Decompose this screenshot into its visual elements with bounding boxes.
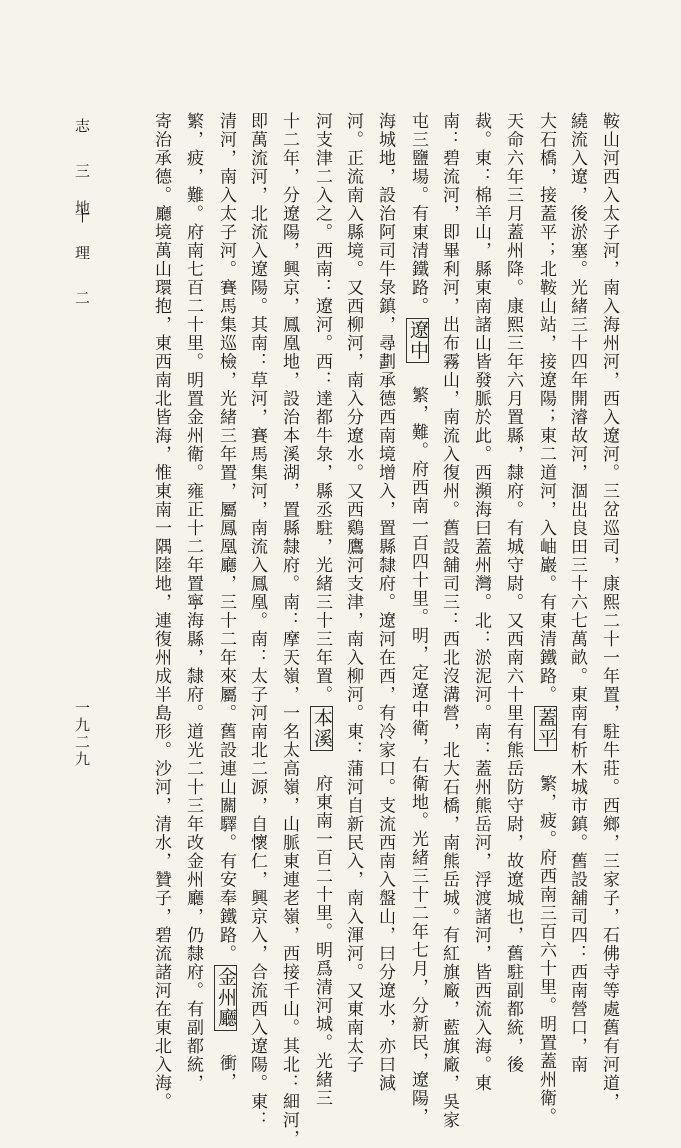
- text-column: 十二年，分遼陽，興京，鳳凰地，設治本溪湖，置縣隸府。南：摩天嶺，一名太高嶺，山脈東連老嶺，西接千山。其北：細河，: [279, 112, 299, 1148]
- text-column: 清河，南入太子河。賽馬集巡檢，光緒三年置，屬鳳凰廳，三十二年來屬。舊設連山關驛。有安奉鐵路。金州廳 衝，: [215, 112, 237, 1091]
- boxed-place-name: 蓋平: [535, 708, 557, 749]
- boxed-place-name: 遼中: [407, 319, 429, 361]
- text-column: 繁，疲，難。府南七百二十里。明置金州衛。雍正十二年置寧海縣，隸府。道光二十三年改金州廳，仍隸府。有副都統，: [183, 112, 203, 1093]
- text-column: 即萬流河，北流入遼陽。其南：草河，賽馬集河，南流入鳳凰。南：太子河南北二源，自懷仁，興京入，合流西入遼陽。東：: [247, 112, 267, 1130]
- boxed-place-name: 本溪: [311, 708, 333, 749]
- volume-label: 志 三 十: [73, 118, 91, 229]
- chapter-label: 地 理 二: [73, 200, 91, 311]
- page-number: 一九二九: [73, 700, 91, 768]
- text-column: 繞流入遼，後淤塞。光緒三十四年開濬故河，涸出良田三十六七萬畝。東南有析木城市鎮。舊設舖司四：西南營口，南: [567, 112, 587, 1074]
- text-column: 海城地，設治阿司牛彔鎮，尋劃承德西南境增入，置縣隸府。遼河在西，有冷家口。支流西南入盤山，曰分遼水，亦曰減: [375, 112, 395, 1093]
- text-column: 寄治承德。廳境萬山環抱，東西南北皆海，惟東南一隅陸地，連復州成半島形。沙河，清水，贊子，碧流諸河在東北入海。: [151, 112, 171, 1111]
- text-column: 南：碧流河，即畢利河，出布霧山，南流入復州。舊設舖司三：西北沒溝營，北大石橋，南熊岳城。有紅旗廠，藍旗廠，吳家: [439, 112, 459, 1130]
- text-column: 屯三鹽場。有東清鐵路。遼中 繁，難。府西南一百四十里。明，定遼中衛，右衛地。光緒三十二年七月，分新民，遼陽，: [407, 112, 429, 1126]
- text-column: 天命六年三月蓋州降。康熙三年六月置縣，隸府。有城守尉。又西南六十里有熊岳防守尉，故遼城也，舊駐副都統，後: [503, 112, 523, 1074]
- boxed-place-name: 金州廳: [215, 967, 237, 1029]
- text-column: 鞍山河西入太子河，南入海州河，西入遼河。三岔巡司，康熙二十一年置，駐牛莊。西鄉，三家子，石佛寺等處舊有河道，: [599, 112, 619, 1111]
- text-column: 河支津二入之。西南：遼河。西：達都牛彔，縣丞駐，光緒三十三年置。本溪 府東南一百二十里。明爲清河城。光緒三: [311, 112, 333, 1108]
- text-column: 河。正流南入縣境。又西柳河，南入分遼水。又西鷄鷹河支津，南入柳河。東：蒲河自新民入，南入渾河。又東南太子: [343, 112, 363, 1074]
- text-column: 裁。東：棉羊山，縣東南諸山皆發脈於此。西瀕海曰蓋州灣。北：淤泥河。南：蓋州熊岳河，浮渡諸河，皆西流入海。東: [471, 112, 491, 1093]
- text-column: 大石橋，接蓋平；北鞍山站，接遼陽；東二道河，入岫巖。有東清鐵路。蓋平 繁，疲。府西南三百六十里。明置蓋州衛。: [535, 112, 557, 1126]
